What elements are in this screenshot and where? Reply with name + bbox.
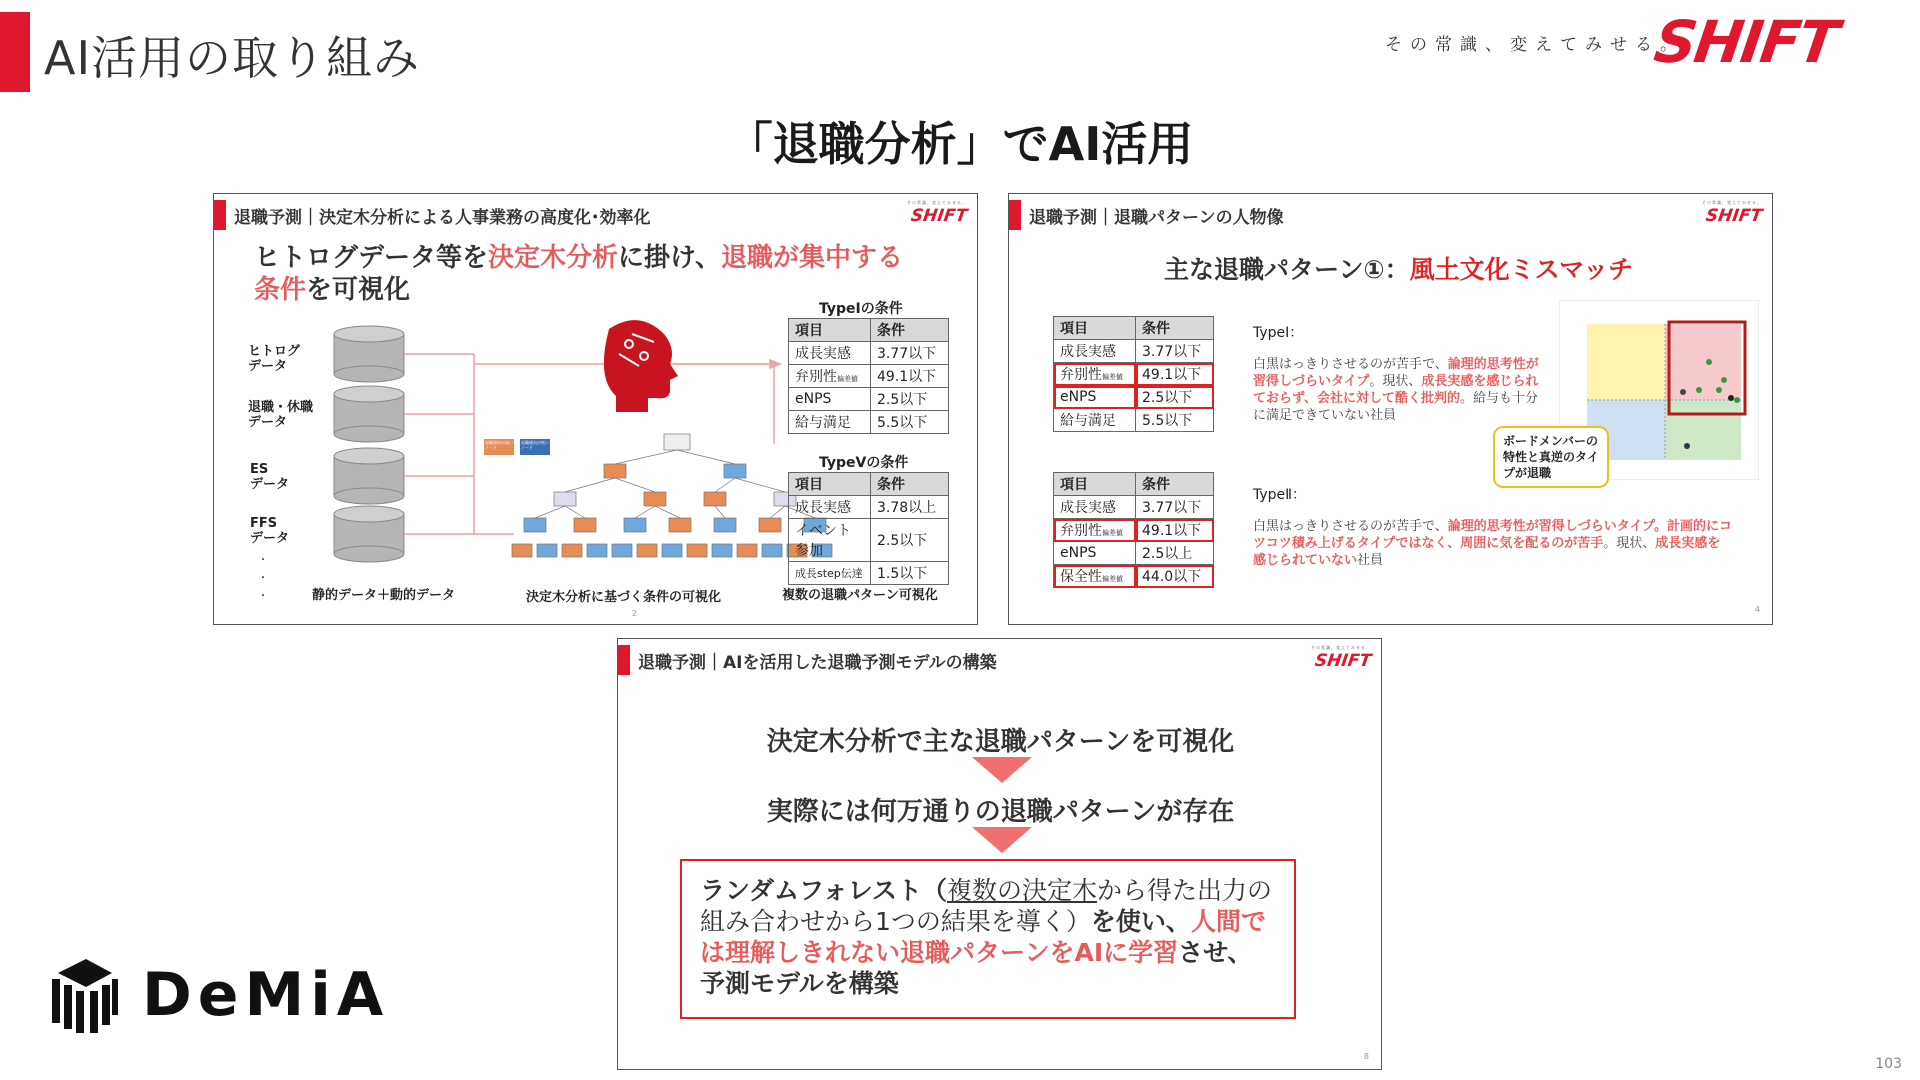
slide-thumbnail-decision-tree (213, 193, 978, 625)
brand-tagline: その常識、変えてみせる。 (1385, 35, 1685, 55)
table-row: eNPS 2.5以下 (1054, 386, 1214, 409)
slide-header (1009, 200, 1284, 230)
data-source-label: FFS データ (250, 516, 290, 546)
demia-wordmark: DeMiA (142, 960, 390, 1030)
pattern-table-2: 項目 条件 成長実感 3.77以下 弁別性偏差値 49.1以下 eNPS 2.5以上 保全性偏差値 44.0以下 (1053, 472, 1214, 588)
table-row: イベント参加 2.5以下 (789, 519, 949, 562)
step2-text: 実際には何万通りの退職パターンが存在 (766, 797, 1235, 827)
slide-title: 退職予測｜決定木分析による人事業務の高度化･効率化 (234, 207, 651, 228)
pattern-table-1: 項目 条件 成長実感 3.77以下 弁別性偏差値 49.1以下 eNPS 2.5以下 給与満足 5.5以下 (1053, 316, 1214, 432)
slide-page-number: 4 (1754, 605, 1760, 614)
database-icon (334, 448, 404, 504)
slide-thumbnail-persona (1008, 193, 1773, 625)
down-arrow-icon (972, 757, 1032, 783)
demia-mark-icon (48, 955, 122, 1035)
down-arrow-icon (972, 827, 1032, 853)
random-forest-box: ランダムフォレスト（複数の決定木から得た出力の組み合わせから1つの結果を導く）を使い、人間では理解しきれない退職パターンをAIに学習させ、予測モデルを構築 (680, 859, 1296, 1019)
table-row: 保全性偏差値 44.0以下 (1054, 565, 1214, 588)
callout-bubble: ボードメンバーの特性と真逆のタイプが退職 (1493, 426, 1609, 488)
table-row: eNPS 2.5以下 (789, 388, 949, 411)
table-row: 給与満足 5.5以下 (1054, 409, 1214, 432)
slide-header (618, 645, 997, 675)
caption-left: 静的データ＋動的データ (312, 588, 456, 603)
slide-thumbnail-random-forest (617, 638, 1382, 1070)
title-accent-bar (0, 12, 30, 92)
mini-shift-logo: その常識、変えてみせる。 SHIFT (907, 200, 969, 226)
type1-conditions-table: 項目 条件 成長実感 3.77以下 弁別性偏差値 49.1以下 eNPS 2.5以下 給与満足 5.5以下 (788, 318, 949, 434)
slide-headline: 「退職分析」でAI活用 (726, 117, 1194, 171)
type1-table-title: TypeⅠの条件 (819, 301, 903, 317)
ellipsis-dots: ・ ・ ・ (258, 555, 268, 602)
page-number: 103 (1875, 1056, 1902, 1072)
slide-lead-text: ヒトログデータ等を決定木分析に掛け、退職が集中する 条件を可視化 (254, 243, 904, 305)
demia-logo (48, 955, 389, 1035)
type5-table-title: TypeⅤの条件 (819, 455, 909, 471)
database-icon (334, 326, 404, 382)
type1-description: 白黒はっきりさせるのが苦手で、論理的思考性が習得しづらいタイプ。現状、成長実感を感じられておらず、会社に対して酷く批判的。給与も十分に満足できていない社員 (1253, 357, 1539, 423)
slide-page-number: 2 (632, 609, 638, 618)
type2-description: 白黒はっきりさせるのが苦手で、論理的思考性が習得しづらいタイプ。計画的にコツコツ積み上げるタイプではなく、周囲に気を配るのが苦手。現状、成長実感を感じられていない社員 (1253, 519, 1733, 568)
data-source-label: 退職・休職 データ (248, 400, 314, 430)
data-source-label: ES データ (250, 462, 290, 492)
table-row: 成長実感 3.77以下 (1054, 496, 1214, 519)
table-row: 弁別性偏差値 49.1以下 (789, 365, 949, 388)
table-row: 給与満足 5.5以下 (789, 411, 949, 434)
slide-title: 退職予測｜退職パターンの人物像 (1029, 207, 1284, 228)
table-row: 弁別性偏差値 49.1以下 (1054, 519, 1214, 542)
data-source-label: ヒトログ データ (248, 344, 301, 374)
type1-label: TypeⅠ： (1253, 325, 1304, 341)
database-icon (334, 506, 404, 562)
table-row: eNPS 2.5以上 (1054, 542, 1214, 565)
page-title: AI活用の取り組み (44, 31, 421, 85)
decision-tree-diagram (512, 434, 832, 557)
shift-logo: SHIFT (1650, 8, 1841, 76)
slide-accent-bar (1009, 200, 1021, 230)
caption-center: 決定木分析に基づく条件の可視化 (526, 590, 722, 605)
table-row: 成長実感 3.78以上 (789, 496, 949, 519)
legend-low-node: 退職傾向が低いノード (521, 440, 549, 450)
mini-shift-logo: その常識、変えてみせる。 SHIFT (1311, 645, 1373, 671)
mini-shift-logo: その常識、変えてみせる。 SHIFT (1702, 200, 1764, 226)
legend-high-node: 退職傾向が高いノード (485, 440, 513, 450)
table-row: 成長step伝達 1.5以下 (789, 562, 949, 585)
database-icon (334, 386, 404, 442)
ai-head-icon (604, 320, 678, 412)
slide-title: 退職予測｜AIを活用した退職予測モデルの構築 (638, 652, 997, 673)
type5-conditions-table: 項目 条件 成長実感 3.78以上 イベント参加 2.5以下 成長step伝達 1.5以下 (788, 472, 949, 585)
step1-text: 決定木分析で主な退職パターンを可視化 (766, 727, 1235, 757)
table-row: 成長実感 3.77以下 (789, 342, 949, 365)
table-row: 成長実感 3.77以下 (1054, 340, 1214, 363)
slide-accent-bar (618, 645, 630, 675)
table-row: 弁別性偏差値 49.1以下 (1054, 363, 1214, 386)
pattern-heading: 主な退職パターン①：風土文化ミスマッチ (1164, 255, 1634, 284)
type2-label: TypeⅡ： (1253, 487, 1307, 503)
slide-page-number: 8 (1363, 1052, 1369, 1061)
caption-right: 複数の退職パターン可視化 (782, 588, 938, 603)
